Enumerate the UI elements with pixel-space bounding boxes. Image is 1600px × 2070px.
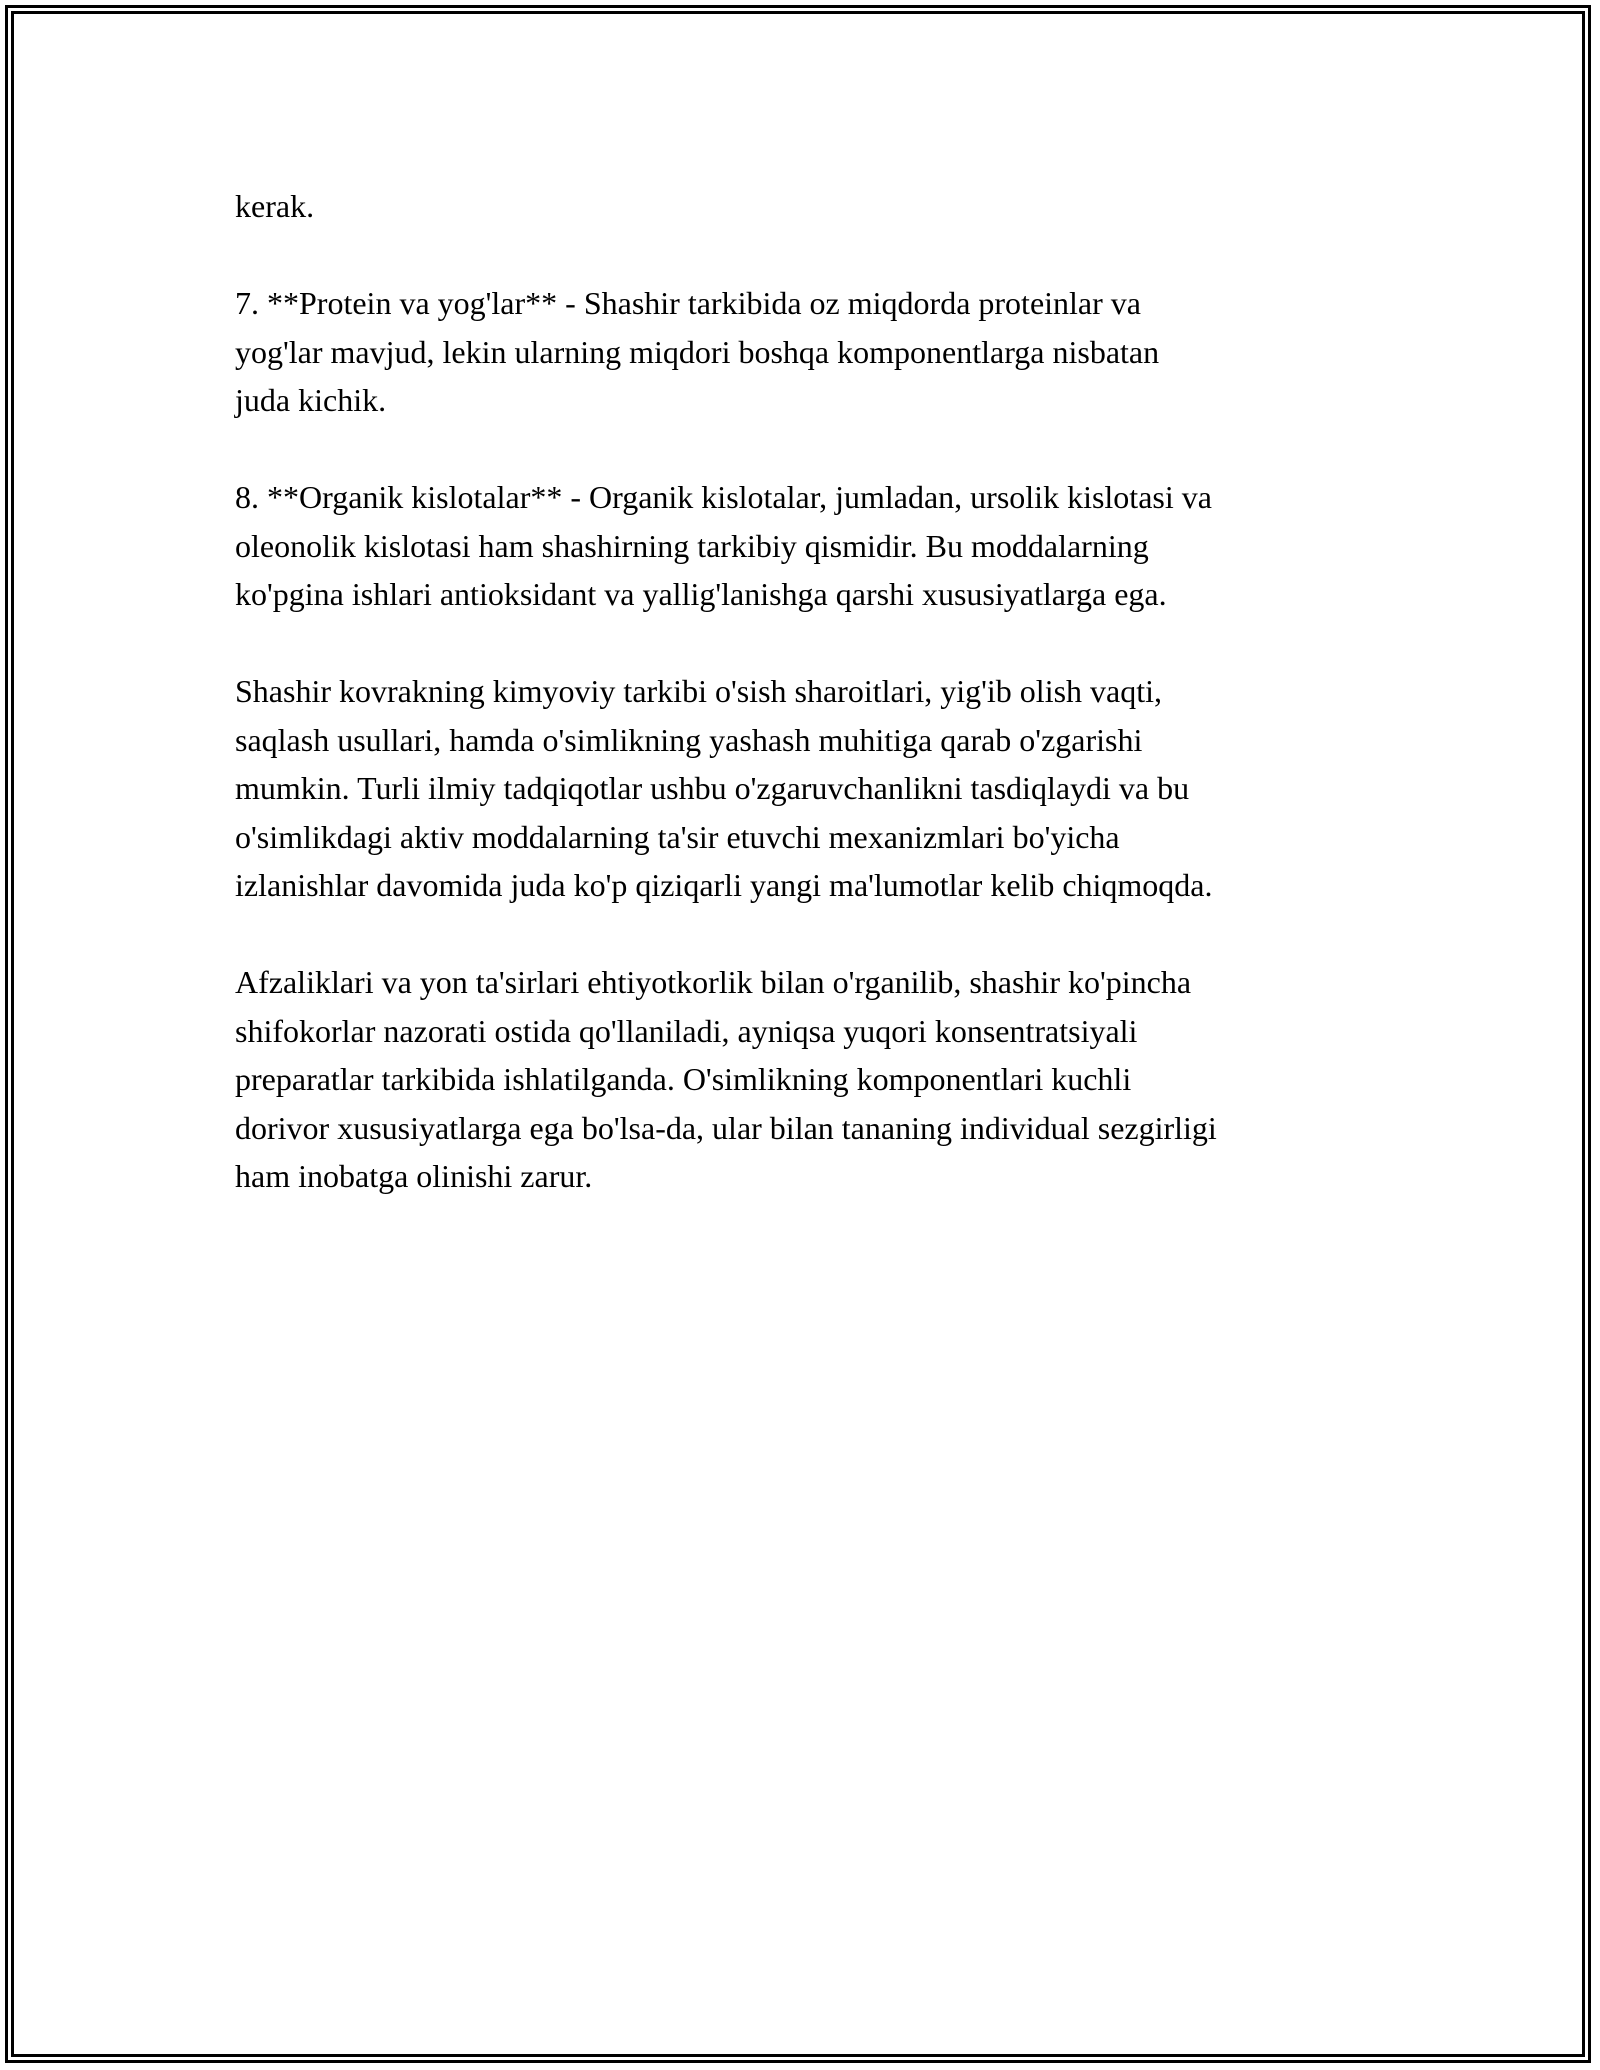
- paragraph-composition-variability: Shashir kovrakning kimyoviy tarkibi o'sish sharoitlari, yig'ib olish vaqti, saqlash usullari, hamda o'simlikning yashash muhitiga qarab o'zgarishi mumkin. Turli ilmiy tadqiqotlar ushbu o'zgaruvchanlikni tasdiqlaydi va bu o'simlikdagi aktiv moddalarning ta'sir etuvchi mexanizmlari bo'yicha izlanishlar davomida juda ko'p qiziqarli yangi ma'lumotlar kelib chiqmoqda.: [235, 673, 1213, 903]
- paragraph-continuation: kerak.: [235, 188, 315, 224]
- paragraph-protein-fats: 7. **Protein va yog'lar** - Shashir tarkibida oz miqdorda proteinlar va yog'lar mavjud, lekin ularning miqdori boshqa komponentlarga nisbatan juda kichik.: [235, 285, 1160, 418]
- paragraph-benefits-side-effects: Afzaliklari va yon ta'sirlari ehtiyotkorlik bilan o'rganilib, shashir ko'pincha shifokorlar nazorati ostida qo'llaniladi, ayniqsa yuqori konsentratsiyali preparatlar tarkibida ishlatilganda. O'simlikning komponentlari kuchli dorivor xususiyatlarga ega bo'lsa-da, ular bilan tananing individual sezgirligi ham inobatga olinishi zarur.: [235, 964, 1217, 1194]
- paragraph-organic-acids: 8. **Organik kislotalar** - Organik kislotalar, jumladan, ursolik kislotasi va oleonolik kislotasi ham shashirning tarkibiy qismidir. Bu moddalarning ko'pgina ishlari antioksidant va yallig'lanishga qarshi xususiyatlarga ega.: [235, 479, 1212, 612]
- document-body: [235, 182, 1375, 1201]
